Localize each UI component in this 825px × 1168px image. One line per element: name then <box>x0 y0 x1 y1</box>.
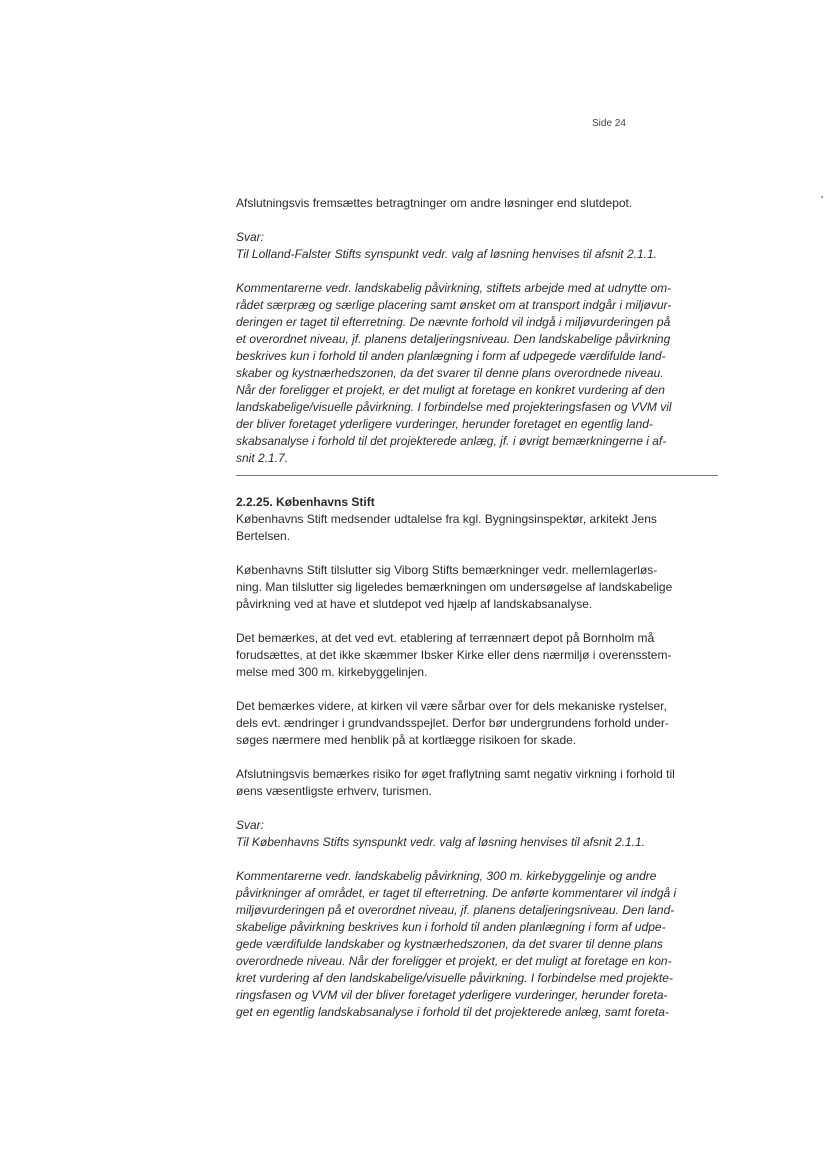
text-line: overordnede niveau. Når der foreligger et projekt, er det muligt at foretage en kon- <box>236 954 672 968</box>
answer1-reference: Til Lolland-Falster Stifts synspunkt vedr. valg af løsning henvises til afsnit 2.1.1. <box>236 247 657 261</box>
text-line: ringsfasen og VVM vil der bliver foretaget yderligere vurderinger, herunder foreta- <box>236 988 668 1002</box>
text-line: søges nærmere med henblik på at kortlægge risikoen for skade. <box>236 733 577 747</box>
text-line: Bertelsen. <box>236 529 291 543</box>
intro-paragraph: Afslutningsvis fremsættes betragtninger om andre løsninger end slutdepot. <box>236 196 633 210</box>
text-line: rådet særpræg og særlige placering samt ønsket om at transport indgår i miljøvur- <box>236 298 672 312</box>
text-line: øens væsentligste erhverv, turismen. <box>236 784 432 798</box>
text-line: Det bemærkes videre, at kirken vil være sårbar over for dels mekaniske rystelser, <box>236 699 667 713</box>
text-line: Københavns Stift medsender udtalelse fra kgl. Bygningsinspektør, arkitekt Jens <box>236 512 657 526</box>
text-line: Det bemærkes, at det ved evt. etablering af terrænnært depot på Bornholm må <box>236 631 655 645</box>
text-line: forudsættes, at det ikke skæmmer Ibsker Kirke eller dens nærmiljø i overensstem- <box>236 648 672 662</box>
text-line: dels evt. ændringer i grundvandsspejlet. Derfor bør undergrundens forhold under- <box>236 716 669 730</box>
text-line: påvirkning ved at have et slutdepot ved hjælp af landskabsanalyse. <box>236 597 593 611</box>
text-line: påvirkninger af området, er taget til efterretning. De anførte kommentarer vil indgå i <box>236 886 677 900</box>
text-line: ning. Man tilslutter sig ligeledes bemærkningen om undersøgelse af landskabelige <box>236 580 673 594</box>
section-heading: 2.2.25. Københavns Stift <box>236 495 375 509</box>
text-line: der bliver foretaget yderligere vurderinger, herunder foretaget en egentlig land- <box>236 417 653 431</box>
text-line: skaber og kystnærhedszonen, da det svarer til denne plans overordnede niveau. <box>236 366 664 380</box>
section-paragraph-1 <box>236 511 718 545</box>
text-line: Københavns Stift tilslutter sig Viborg Stifts bemærkninger vedr. mellemlagerløs- <box>236 563 658 577</box>
answer1-label: Svar: <box>236 230 265 244</box>
section-divider <box>236 475 718 476</box>
section-paragraph-4 <box>236 698 718 749</box>
text-line: skabelige påvirkning beskrives kun i forhold til anden planlægning i form af udpe- <box>236 920 666 934</box>
text-line: Når der foreligger et projekt, er det muligt at foretage en konkret vurdering af den <box>236 383 665 397</box>
text-line: Kommentarerne vedr. landskabelig påvirkning, 300 m. kirkebyggelinje og andre <box>236 869 657 883</box>
text-line: snit 2.1.7. <box>236 451 289 465</box>
text-line: beskrives kun i forhold til anden planlægning i form af udpegede værdifulde land- <box>236 349 666 363</box>
text-line: Afslutningsvis bemærkes risiko for øget fraflytning samt negativ virkning i forhold til <box>236 767 675 781</box>
text-line: deringen er taget til efterretning. De nævnte forhold vil indgå i miljøvurderingen på <box>236 315 671 329</box>
scan-edge-mark <box>821 196 823 198</box>
text-line: Kommentarerne vedr. landskabelig påvirkning, stiftets arbejde med at udnytte om- <box>236 281 672 295</box>
section-paragraph-5 <box>236 766 718 800</box>
text-line: miljøvurderingen på et overordnet niveau, jf. planens detaljeringsniveau. Den land- <box>236 903 675 917</box>
text-line: get en egentlig landskabsanalyse i forhold til det projekterede anlæg, samt foreta- <box>236 1005 669 1019</box>
section-paragraph-3 <box>236 630 718 681</box>
text-line: gede værdifulde landskaber og kystnærhedszonen, da det svarer til denne plans <box>236 937 663 951</box>
answer2-label: Svar: <box>236 818 265 832</box>
answer1-comment-paragraph <box>236 280 718 467</box>
text-line: et overordnet niveau, jf. planens detaljeringsniveau. Den landskabelige påvirkning <box>236 332 671 346</box>
page-number: Side 24 <box>592 118 626 129</box>
section-paragraph-2 <box>236 562 718 613</box>
text-line: kret vurdering af den landskabelige/visuelle påvirkning. I forbindelse med projekte- <box>236 971 673 985</box>
document-body <box>236 195 718 1021</box>
text-line: skabsanalyse i forhold til det projekterede anlæg, jf. i øvrigt bemærkningerne i af- <box>236 434 667 448</box>
answer2-comment-paragraph <box>236 868 718 1021</box>
answer2-reference: Til Københavns Stifts synspunkt vedr. valg af løsning henvises til afsnit 2.1.1. <box>236 835 645 849</box>
text-line: landskabelige/visuelle påvirkning. I forbindelse med projekteringsfasen og VVM vil <box>236 400 672 414</box>
text-line: melse med 300 m. kirkebyggelinjen. <box>236 665 428 679</box>
